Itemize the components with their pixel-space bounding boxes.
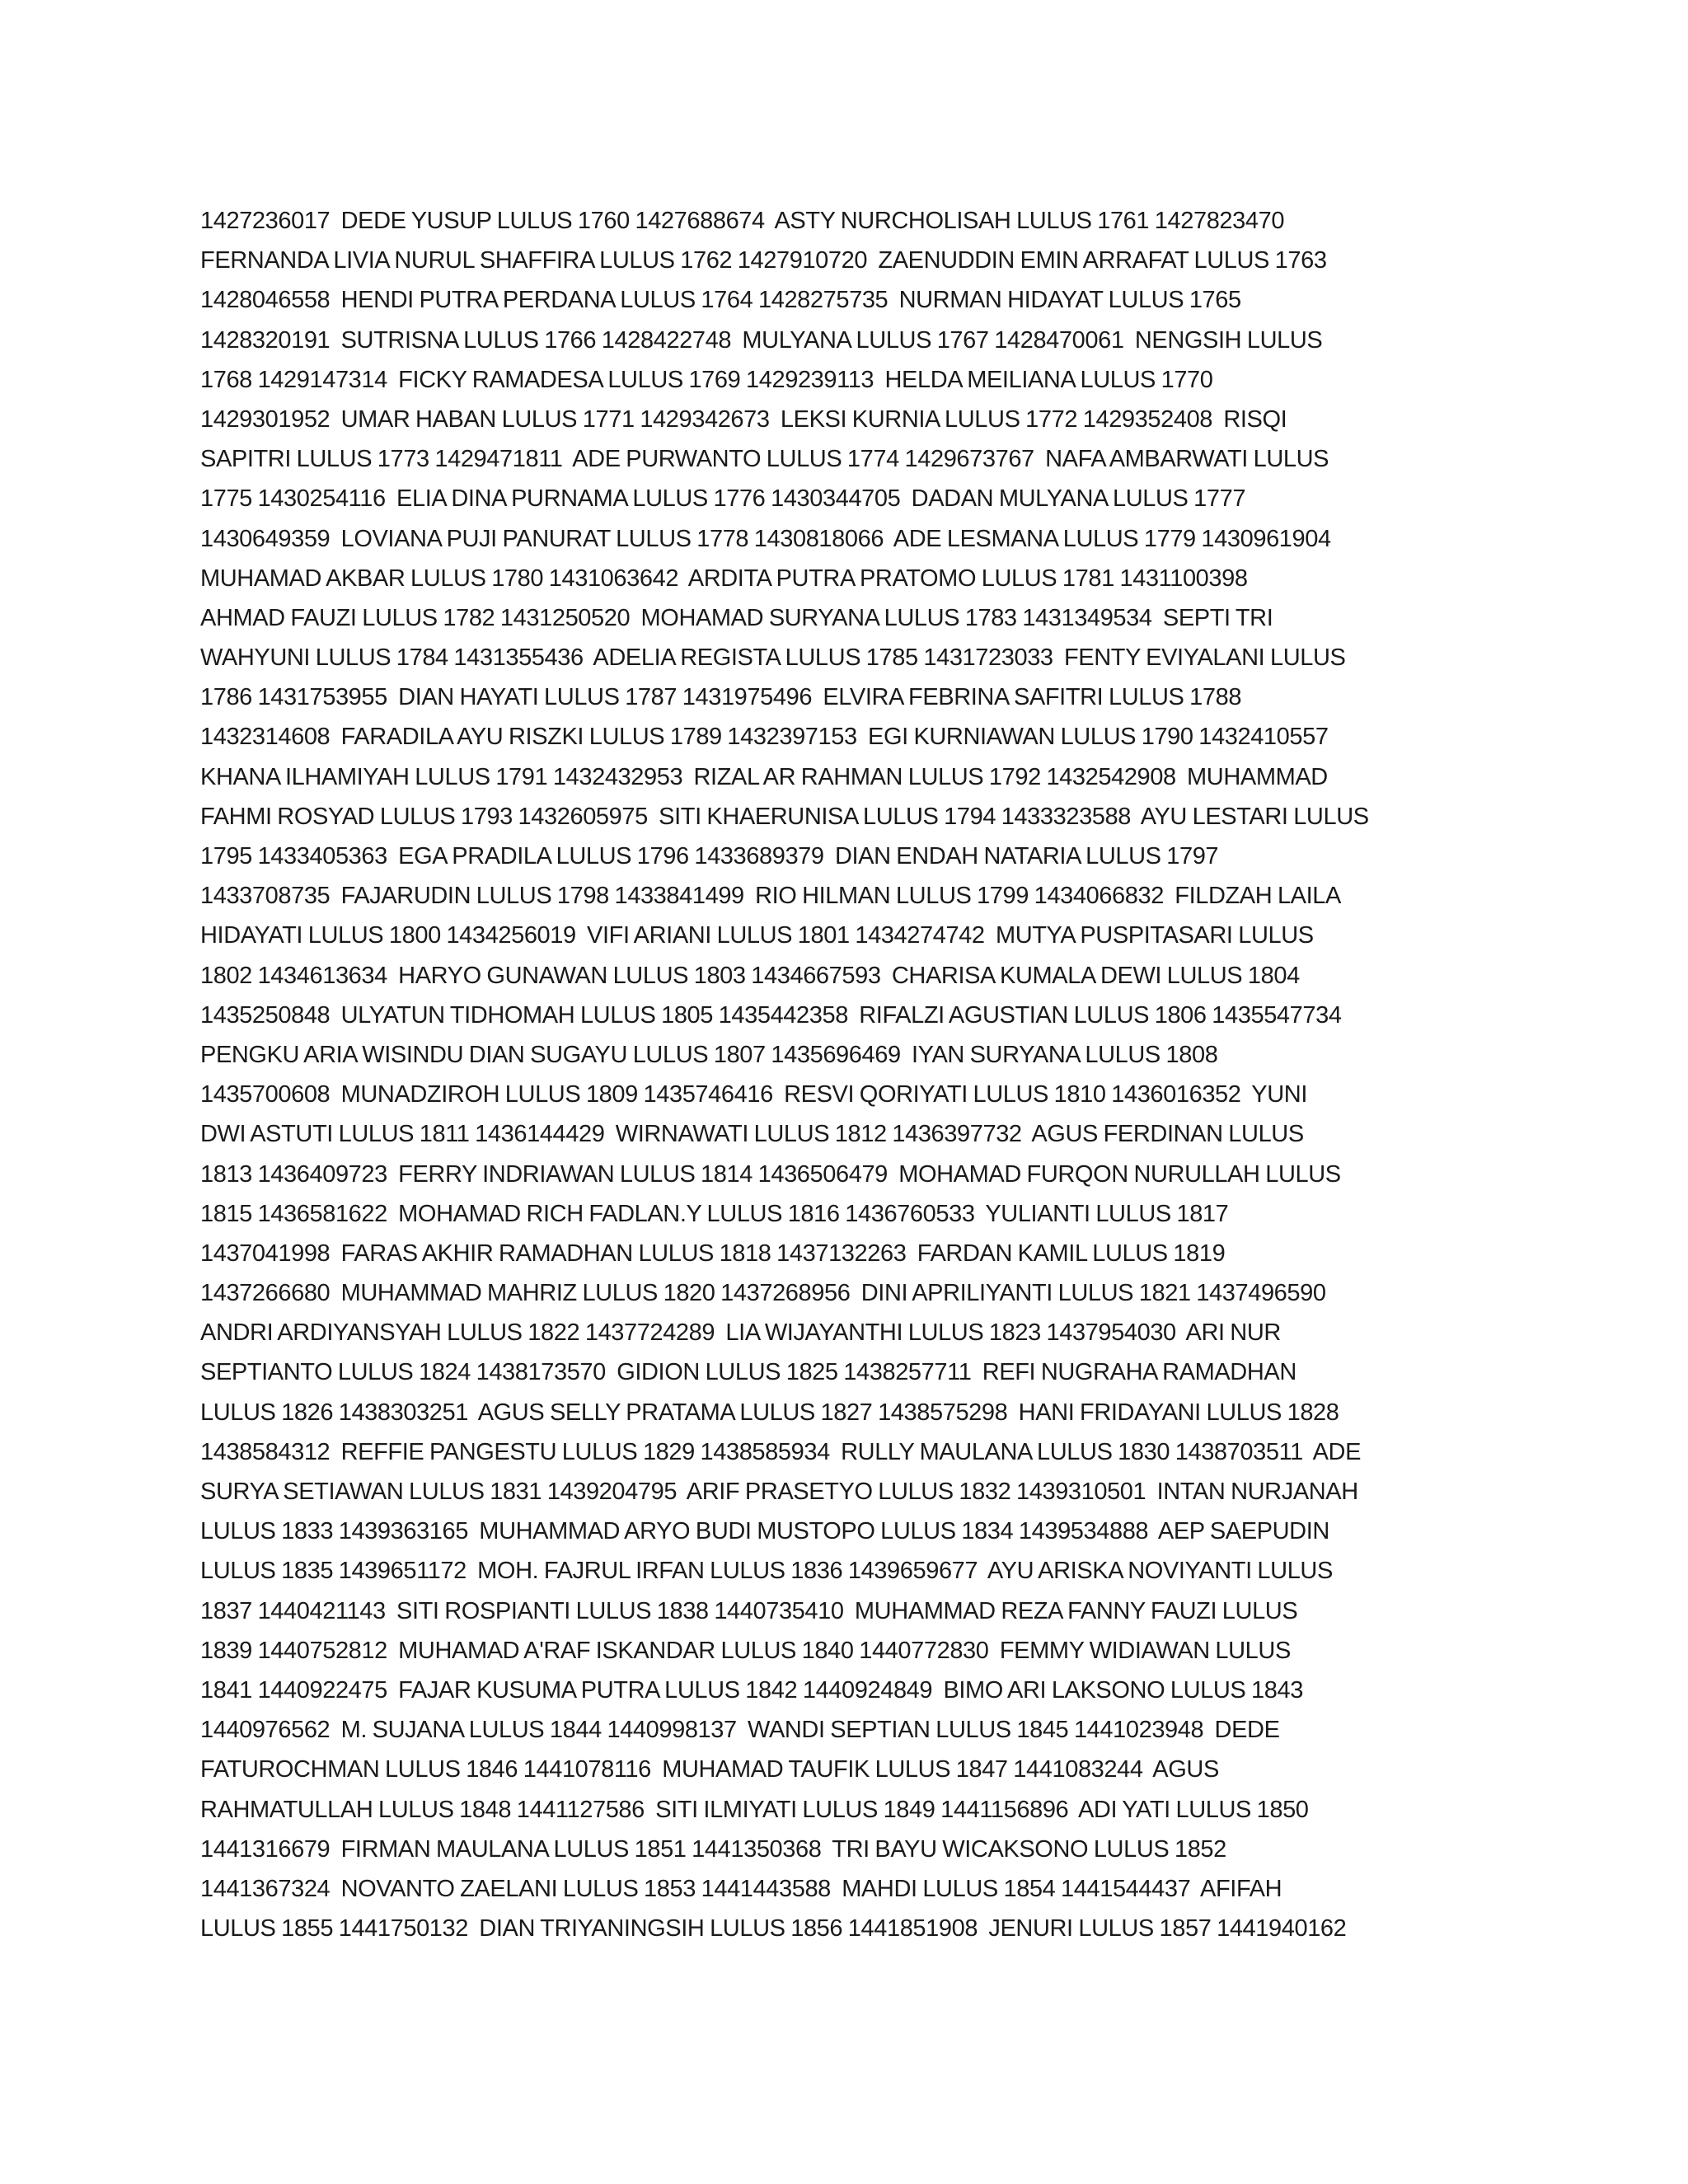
text-line: MUHAMAD AKBAR LULUS 1780 1431063642 ARDITA PUTRA PRATOMO LULUS 1781 1431100398 (200, 565, 1248, 592)
text-block (200, 201, 1486, 1948)
text-line: 1437041998 FARAS AKHIR RAMADHAN LULUS 1818 1437132263 FARDAN KAMIL LULUS 1819 (200, 1240, 1226, 1267)
text-line: 1438584312 REFFIE PANGESTU LULUS 1829 1438585934 RULLY MAULANA LULUS 1830 1438703511 ADE (200, 1438, 1362, 1465)
text-line: PENGKU ARIA WISINDU DIAN SUGAYU LULUS 1807 1435696469 IYAN SURYANA LULUS 1808 (200, 1041, 1218, 1068)
text-line: 1435700608 MUNADZIROH LULUS 1809 1435746416 RESVI QORIYATI LULUS 1810 1436016352 YUNI (200, 1081, 1307, 1108)
text-line: SURYA SETIAWAN LULUS 1831 1439204795 ARIF PRASETYO LULUS 1832 1439310501 INTAN NURJANAH (200, 1479, 1358, 1505)
text-line: 1432314608 FARADILA AYU RISZKI LULUS 1789 1432397153 EGI KURNIAWAN LULUS 1790 1432410557 (200, 724, 1329, 751)
text-line: HIDAYATI LULUS 1800 1434256019 VIFI ARIANI LULUS 1801 1434274742 MUTYA PUSPITASARI LULUS (200, 922, 1314, 949)
text-line: KHANA ILHAMIYAH LULUS 1791 1432432953 RIZAL AR RAHMAN LULUS 1792 1432542908 MUHAMMAD (200, 763, 1328, 790)
text-line: LULUS 1835 1439651172 MOH. FAJRUL IRFAN LULUS 1836 1439659677 AYU ARISKA NOVIYANTI LULUS (200, 1558, 1333, 1585)
text-line: 1802 1434613634 HARYO GUNAWAN LULUS 1803 1434667593 CHARISA KUMALA DEWI LULUS 1804 (200, 962, 1300, 989)
text-line: 1839 1440752812 MUHAMAD A'RAF ISKANDAR LULUS 1840 1440772830 FEMMY WIDIAWAN LULUS (200, 1637, 1291, 1664)
text-line: 1837 1440421143 SITI ROSPIANTI LULUS 1838 1440735410 MUHAMMAD REZA FANNY FAUZI LULUS (200, 1597, 1298, 1624)
text-line: 1775 1430254116 ELIA DINA PURNAMA LULUS 1776 1430344705 DADAN MULYANA LULUS 1777 (200, 485, 1246, 513)
text-line: DWI ASTUTI LULUS 1811 1436144429 WIRNAWATI LULUS 1812 1436397732 AGUS FERDINAN LULUS (200, 1121, 1304, 1148)
text-line: ANDRI ARDIYANSYAH LULUS 1822 1437724289 LIA WIJAYANTHI LULUS 1823 1437954030 ARI NUR (200, 1319, 1281, 1347)
text-line: SAPITRI LULUS 1773 1429471811 ADE PURWANTO LULUS 1774 1429673767 NAFA AMBARWATI LULUS (200, 446, 1329, 473)
text-line: 1813 1436409723 FERRY INDRIAWAN LULUS 1814 1436506479 MOHAMAD FURQON NURULLAH LULUS (200, 1160, 1341, 1188)
text-line: 1786 1431753955 DIAN HAYATI LULUS 1787 1431975496 ELVIRA FEBRINA SAFITRI LULUS 1788 (200, 684, 1242, 711)
text-line: 1841 1440922475 FAJAR KUSUMA PUTRA LULUS 1842 1440924849 BIMO ARI LAKSONO LULUS 1843 (200, 1676, 1303, 1704)
text-line: RAHMATULLAH LULUS 1848 1441127586 SITI ILMIYATI LULUS 1849 1441156896 ADI YATI LULUS 1850 (200, 1796, 1309, 1823)
text-line: FATUROCHMAN LULUS 1846 1441078116 MUHAMAD TAUFIK LULUS 1847 1441083244 AGUS (200, 1756, 1219, 1783)
text-line: 1433708735 FAJARUDIN LULUS 1798 1433841499 RIO HILMAN LULUS 1799 1434066832 FILDZAH LAILA (200, 883, 1341, 910)
text-line: 1815 1436581622 MOHAMAD RICH FADLAN.Y LULUS 1816 1436760533 YULIANTI LULUS 1817 (200, 1200, 1229, 1227)
text-line: 1427236017 DEDE YUSUP LULUS 1760 1427688674 ASTY NURCHOLISAH LULUS 1761 1427823470 (200, 208, 1285, 234)
text-line: 1429301952 UMAR HABAN LULUS 1771 1429342673 LEKSI KURNIA LULUS 1772 1429352408 RISQI (200, 405, 1287, 433)
text-line: 1441367324 NOVANTO ZAELANI LULUS 1853 1441443588 MAHDI LULUS 1854 1441544437 AFIFAH (200, 1875, 1282, 1902)
text-line: FAHMI ROSYAD LULUS 1793 1432605975 SITI KHAERUNISA LULUS 1794 1433323588 AYU LESTARI LULUS (200, 803, 1369, 830)
text-line: 1437266680 MUHAMMAD MAHRIZ LULUS 1820 1437268956 DINI APRILIYANTI LULUS 1821 1437496590 (200, 1280, 1326, 1307)
text-line: 1795 1433405363 EGA PRADILA LULUS 1796 1433689379 DIAN ENDAH NATARIA LULUS 1797 (200, 843, 1219, 869)
text-line: WAHYUNI LULUS 1784 1431355436 ADELIA REGISTA LULUS 1785 1431723033 FENTY EVIYALANI LULUS (200, 644, 1346, 672)
text-line: FERNANDA LIVIA NURUL SHAFFIRA LULUS 1762 1427910720 ZAENUDDIN EMIN ARRAFAT LULUS 1763 (200, 247, 1327, 274)
text-line: 1435250848 ULYATUN TIDHOMAH LULUS 1805 1435442358 RIFALZI AGUSTIAN LULUS 1806 1435547734 (200, 1001, 1342, 1029)
text-line: LULUS 1833 1439363165 MUHAMMAD ARYO BUDI MUSTOPO LULUS 1834 1439534888 AEP SAEPUDIN (200, 1518, 1329, 1545)
text-line: LULUS 1826 1438303251 AGUS SELLY PRATAMA LULUS 1827 1438575298 HANI FRIDAYANI LULUS 1828 (200, 1399, 1339, 1426)
text-line: 1428046558 HENDI PUTRA PERDANA LULUS 1764 1428275735 NURMAN HIDAYAT LULUS 1765 (200, 287, 1241, 314)
text-line: 1428320191 SUTRISNA LULUS 1766 1428422748 MULYANA LULUS 1767 1428470061 NENGSIH LULUS (200, 326, 1323, 354)
text-line: 1440976562 M. SUJANA LULUS 1844 1440998137 WANDI SEPTIAN LULUS 1845 1441023948 DEDE (200, 1717, 1280, 1744)
text-line: 1441316679 FIRMAN MAULANA LULUS 1851 1441350368 TRI BAYU WICAKSONO LULUS 1852 (200, 1835, 1226, 1863)
text-line: 1430649359 LOVIANA PUJI PANURAT LULUS 1778 1430818066 ADE LESMANA LULUS 1779 1430961904 (200, 525, 1331, 552)
text-line: AHMAD FAUZI LULUS 1782 1431250520 MOHAMAD SURYANA LULUS 1783 1431349534 SEPTI TRI (200, 604, 1273, 631)
text-line: 1768 1429147314 FICKY RAMADESA LULUS 1769 1429239113 HELDA MEILIANA LULUS 1770 (200, 366, 1213, 393)
text-line: LULUS 1855 1441750132 DIAN TRIYANINGSIH LULUS 1856 1441851908 JENURI LULUS 1857 1441940162 (200, 1915, 1347, 1943)
text-line: SEPTIANTO LULUS 1824 1438173570 GIDION LULUS 1825 1438257711 REFI NUGRAHA RAMADHAN (200, 1359, 1296, 1386)
